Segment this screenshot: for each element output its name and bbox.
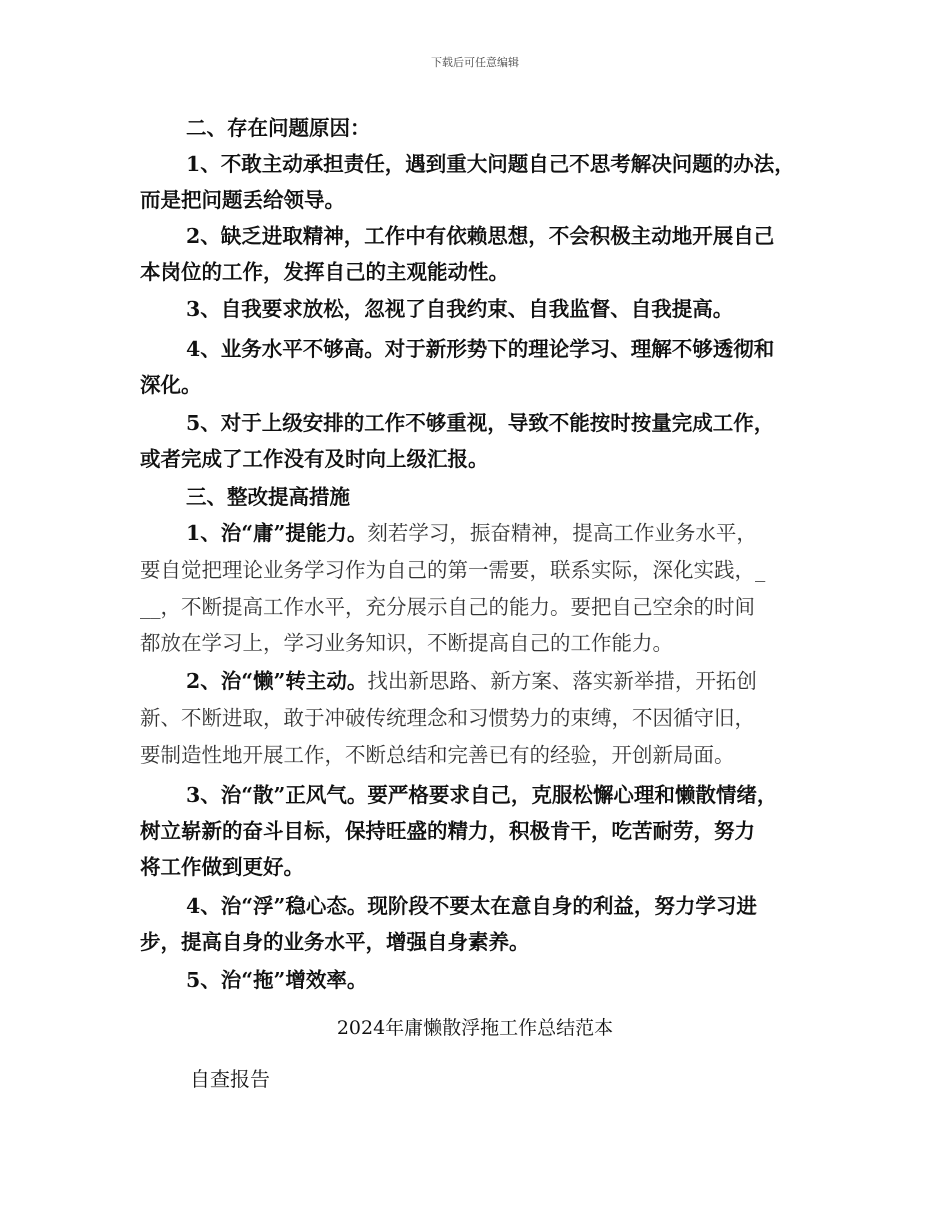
cause-5-line-2: 或者完成了工作没有及时向上级汇报。 (140, 447, 489, 471)
measure-3-line-1: 3、治“散”正风气。要严格要求自己，克服松懈心理和懒散情绪， (186, 783, 778, 807)
measure-2-line-1 (186, 666, 757, 696)
measure-1-line-1 (186, 518, 757, 548)
page-header: 下载后可任意编辑 (431, 56, 519, 69)
measure-1-line-3: __，不断提高工作水平，充分展示自己的能力。要把自己空余的时间 (140, 595, 755, 619)
measure-4-line-2: 步，提高自身的业务水平，增强自身素养。 (140, 930, 530, 954)
cause-2-line-2: 本岗位的工作，发挥自己的主观能动性。 (140, 260, 509, 284)
measure-3-line-3: 将工作做到更好。 (140, 855, 304, 879)
cause-1-line-2: 而是把问题丢给领导。 (140, 188, 345, 212)
measure-5-line-1: 5、治“拖”增效率。 (186, 968, 368, 992)
cause-3-line-1: 3、自我要求放松，忽视了自我约束、自我监督、自我提高。 (186, 297, 734, 321)
document-title: 2024年庸懒散浮拖工作总结范本 (336, 1017, 614, 1039)
measure-3-line-2: 树立崭新的奋斗目标，保持旺盛的精力，积极肯干，吃苦耐劳，努力 (140, 819, 755, 843)
measure-2-text: 找出新思路、新方案、落实新举措，开拓创 (367, 669, 757, 693)
measure-1-text: 刻若学习，振奋精神，提高工作业务水平， (367, 521, 757, 545)
cause-4-line-2: 深化。 (140, 373, 202, 397)
measure-2-line-3: 要制造性地开展工作，不断总结和完善已有的经验，开创新局面。 (140, 743, 735, 767)
measure-2-lead: 2、治“懒”转主动。 (186, 669, 368, 693)
measure-1-line-2: 要自觉把理论业务学习作为自己的第一需要，联系实际，深化实践，_ (140, 558, 766, 582)
cause-1-line-1: 1、不敢主动承担责任，遇到重大问题自己不思考解决问题的办法， (186, 152, 795, 176)
measure-1-lead: 1、治“庸”提能力。 (186, 521, 368, 545)
measure-1-line-4: 都放在学习上，学习业务知识，不断提高自己的工作能力。 (140, 631, 673, 655)
measure-4-line-1: 4、治“浮”稳心态。现阶段不要太在意自身的利益，努力学习进 (186, 894, 757, 918)
section-heading-causes: 二、存在问题原因： (186, 116, 371, 140)
document-subtitle: 自查报告 (190, 1067, 270, 1091)
cause-5-line-1: 5、对于上级安排的工作不够重视，导致不能按时按量完成工作， (186, 411, 775, 435)
cause-4-line-1: 4、业务水平不够高。对于新形势下的理论学习、理解不够透彻和 (186, 337, 775, 361)
measure-2-line-2: 新、不断进取，敢于冲破传统理念和习惯势力的束缚，不因循守旧， (140, 706, 755, 730)
cause-2-line-1: 2、缺乏进取精神，工作中有依赖思想，不会积极主动地开展自己 (186, 224, 775, 248)
section-heading-measures: 三、整改提高措施 (186, 485, 350, 509)
